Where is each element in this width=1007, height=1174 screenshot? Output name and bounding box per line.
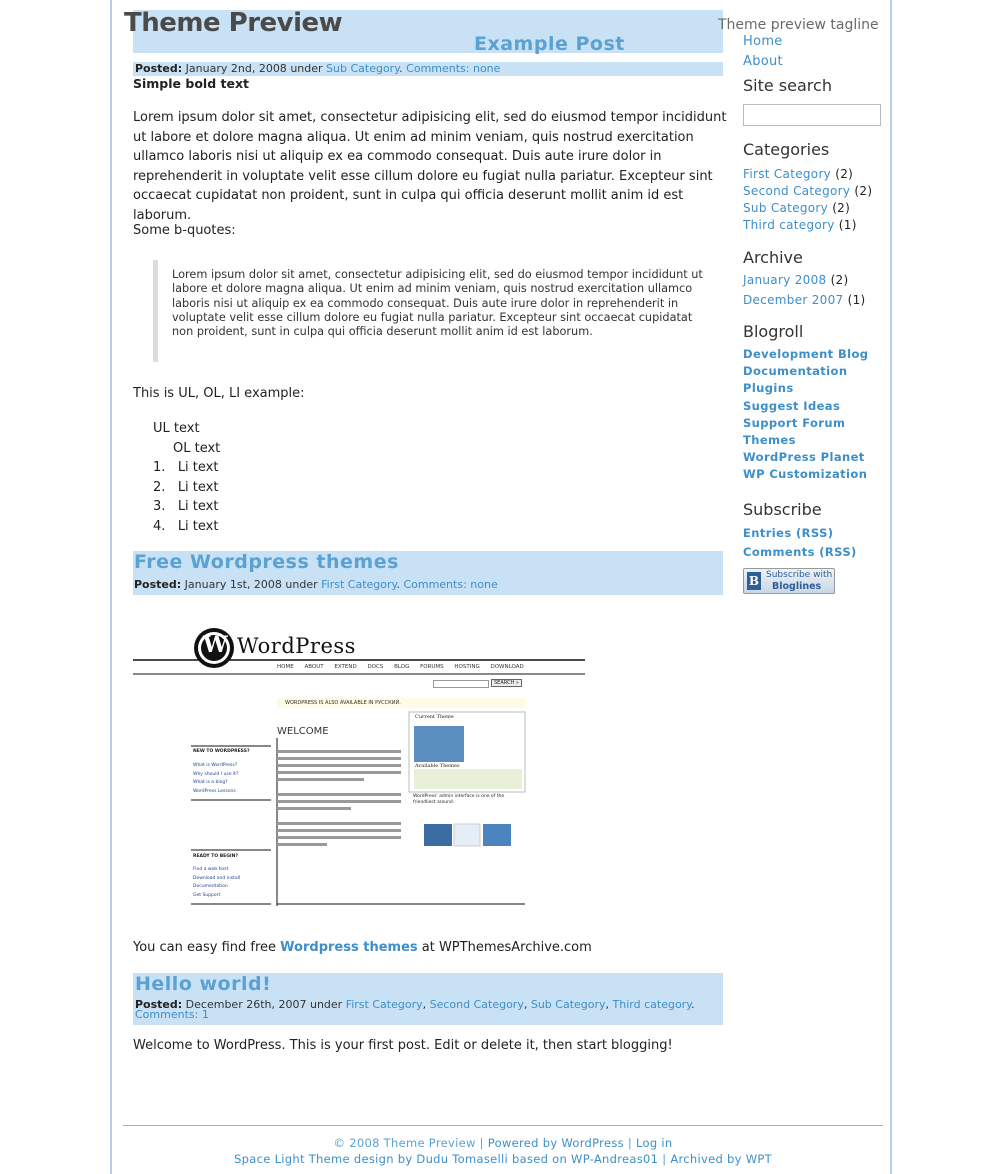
bloglines-button[interactable] xyxy=(743,568,835,594)
category-link[interactable]: Second Category xyxy=(743,184,851,198)
blogroll-link[interactable]: Documentation xyxy=(743,364,848,379)
rss-entries-link[interactable]: Entries (RSS) xyxy=(743,525,834,540)
ul-text: UL text xyxy=(153,421,200,436)
posted-label: Posted: xyxy=(135,998,183,1011)
footer-login-link[interactable]: Log in xyxy=(636,1136,673,1150)
wp-admin-caption: WordPress' admin interface is one of the friendliest around. xyxy=(413,794,505,805)
site-title[interactable]: Theme Preview xyxy=(124,8,343,38)
wp-search-button: SEARCH » xyxy=(491,679,522,687)
archive-heading: Archive xyxy=(743,248,803,267)
sidebar xyxy=(743,32,888,594)
wp-nav-item: EXTEND xyxy=(334,664,357,670)
category-link[interactable]: Third category xyxy=(612,998,692,1011)
comments-link[interactable]: Comments: none xyxy=(406,62,501,75)
sidebar-link-about[interactable]: About xyxy=(743,54,783,69)
bloglines-line2: Bloglines xyxy=(772,580,822,592)
footer-archived-link[interactable]: Archived by WPT xyxy=(670,1152,772,1166)
list-item: 2. Li text xyxy=(153,479,219,495)
blogroll-link[interactable]: Support Forum xyxy=(743,415,846,430)
archive-link[interactable]: January 2008 xyxy=(743,273,827,287)
archive-item: January 2008 (2) xyxy=(743,273,849,287)
category-link[interactable]: Sub Category xyxy=(743,201,829,215)
footer-design-link[interactable]: Space Light Theme design by Dudu Tomaselli based on WP-Andreas01 xyxy=(234,1152,659,1166)
archive-link[interactable]: December 2007 xyxy=(743,293,844,307)
post-paragraph: Lorem ipsum dolor sit amet, consectetur adipisicing elit, sed do eiusmod tempor incididunt ut labore et dolore magna aliqua. Ut enim ad minim veniam, quis nostrud exercitation ullamco laboris nisi ut aliquip ex ea commodo consequat. Duis aute irure dolor in reprehenderit in voluptate velit esse cillum dolore eu fugiat nulla pariatur. Excepteur sint occaecat cupidatat non proident, sunt in culpa qui officia deserunt mollit anim id est laborum. xyxy=(133,110,727,223)
wp-new-links: What is WordPress? Why should I use it? What is a blog? WordPress Lessons xyxy=(193,763,239,794)
rss-comments-link[interactable]: Comments (RSS) xyxy=(743,544,857,559)
wp-notice: WORDPRESS IS ALSO AVAILABLE IN РУССКИЙ. xyxy=(277,698,525,708)
post-date: January 2nd, 2008 xyxy=(185,62,287,75)
list-item: 4. Li text xyxy=(153,518,219,534)
category-item: First Category (2) xyxy=(743,167,854,181)
post-title-link[interactable]: Example Post xyxy=(474,33,625,55)
blogroll-link[interactable]: Plugins xyxy=(743,381,794,396)
category-link[interactable]: First Category xyxy=(743,167,832,181)
wp-nav-item: BLOG xyxy=(394,664,410,670)
footer-copyright: © 2008 Theme Preview xyxy=(333,1136,476,1150)
wp-nav-item: ABOUT xyxy=(304,664,324,670)
comments-link[interactable]: Comments: 1 xyxy=(135,1008,209,1021)
ol-text: OL text xyxy=(173,441,221,456)
wp-new-heading: NEW TO WORDPRESS? xyxy=(193,749,250,754)
post-header: Free Wordpress themes Posted: January 1st, 2008 under First Category. Comments: none xyxy=(133,551,723,595)
wp-search-input xyxy=(433,680,489,688)
wordpress-themes-link[interactable]: Wordpress themes xyxy=(280,940,418,955)
bloglines-line1: Subscribe with xyxy=(766,569,833,580)
wp-w-logo-icon: W xyxy=(203,632,228,658)
wp-nav-item: FORUMS xyxy=(420,664,444,670)
under-label: under xyxy=(309,998,343,1011)
post-body: Welcome to WordPress. This is your first post. Edit or delete it, then start blogging! xyxy=(133,1038,673,1053)
blogroll-link[interactable]: WP Customization xyxy=(743,467,868,482)
wp-nav xyxy=(277,664,524,670)
under-label: under xyxy=(290,62,323,75)
list-item: 3. Li text xyxy=(153,499,219,514)
post-subtitle: Simple bold text xyxy=(133,76,249,91)
wp-available-themes: Available Themes xyxy=(415,763,460,769)
wp-logo-text: WordPress xyxy=(237,634,356,658)
archive-item: December 2007 (1) xyxy=(743,293,866,307)
wp-nav-item: HOSTING xyxy=(454,664,480,670)
posted-label: Posted: xyxy=(135,62,183,75)
category-link[interactable]: First Category xyxy=(345,998,423,1011)
blogroll-link[interactable]: WordPress Planet xyxy=(743,450,865,465)
post-title-link[interactable]: Free Wordpress themes xyxy=(134,551,399,573)
category-link[interactable]: First Category xyxy=(321,578,397,591)
wp-ready-heading: READY TO BEGIN? xyxy=(193,854,238,859)
footer-line-1: © 2008 Theme Preview | Powered by WordPress | Log in xyxy=(333,1136,673,1150)
search-heading: Site search xyxy=(743,76,832,95)
footer-line-2: Space Light Theme design by Dudu Tomaselli based on WP-Andreas01 | Archived by WPT xyxy=(234,1152,772,1166)
site-tagline: Theme preview tagline xyxy=(718,17,879,33)
category-item: Sub Category (2) xyxy=(743,201,851,215)
sidebar-link-home[interactable]: Home xyxy=(743,34,783,49)
category-item: Third category (1) xyxy=(743,218,857,232)
subscribe-heading: Subscribe xyxy=(743,499,822,519)
wordpress-site-screenshot xyxy=(133,620,585,912)
li-list xyxy=(153,458,218,536)
bquote-label: Some b-quotes: xyxy=(133,223,236,238)
category-link[interactable]: Third category xyxy=(743,218,835,232)
post-date: December 26th, 2007 xyxy=(185,998,307,1011)
wp-ready-links: Find a web host Download and install Documentation Get Support xyxy=(193,867,241,898)
wp-nav-item: DOCS xyxy=(367,664,384,670)
category-link[interactable]: Sub Category xyxy=(530,998,606,1011)
bloglines-b-icon: B xyxy=(748,573,760,588)
category-link[interactable]: Second Category xyxy=(429,998,524,1011)
wp-welcome: WELCOME xyxy=(277,726,329,737)
blockquote: Lorem ipsum dolor sit amet, consectetur adipisicing elit, sed do eiusmod tempor incididunt ut labore et dolore magna aliqua. Ut enim ad minim veniam, quis nostrud exercitation ullamco laboris nisi ut aliquip ex ea commodo consequat. Duis aute irure dolor in reprehenderit in voluptate velit esse cillum dolore eu fugiat nulla pariatur. Excepteur sint occaecat cupidatat non proident, sunt in culpa qui officia deserunt mollit anim id est laborum. xyxy=(153,260,708,362)
category-link[interactable]: Sub Category xyxy=(326,62,400,75)
category-item: Second Category (2) xyxy=(743,184,873,198)
blogroll-link[interactable]: Development Blog xyxy=(743,347,869,361)
comments-link[interactable]: Comments: none xyxy=(403,578,498,591)
list-intro: This is UL, OL, LI example: xyxy=(133,386,305,401)
wp-nav-item: DOWNLOAD xyxy=(490,664,524,670)
blogroll-heading: Blogroll xyxy=(743,322,804,341)
wp-body-lines xyxy=(277,746,401,850)
post-header: Hello world! Posted: December 26th, 2007 under First Category, Second Category, Sub Category, Third category. Comments: 1 xyxy=(133,973,723,1025)
footer-divider xyxy=(123,1125,883,1126)
post-title-link[interactable]: Hello world! xyxy=(135,973,272,995)
footer-powered-link[interactable]: Powered by WordPress xyxy=(487,1136,624,1150)
categories-heading: Categories xyxy=(743,140,830,159)
post-meta-bar: Posted: January 2nd, 2008 under Sub Category. Comments: none xyxy=(133,62,723,76)
wp-current-theme: Current Theme xyxy=(415,714,454,720)
blogroll-link[interactable]: Themes xyxy=(743,433,796,448)
posted-label: Posted: xyxy=(134,578,182,591)
search-input[interactable] xyxy=(743,104,881,126)
post-body: You can easy find free Wordpress themes at WPThemesArchive.com xyxy=(133,940,592,955)
under-label: under xyxy=(285,578,318,591)
post-date: January 1st, 2008 xyxy=(184,578,282,591)
wp-nav-item: HOME xyxy=(277,664,294,670)
blogroll-link[interactable]: Suggest Ideas xyxy=(743,398,841,413)
list-item: 1. Li text xyxy=(153,460,219,475)
